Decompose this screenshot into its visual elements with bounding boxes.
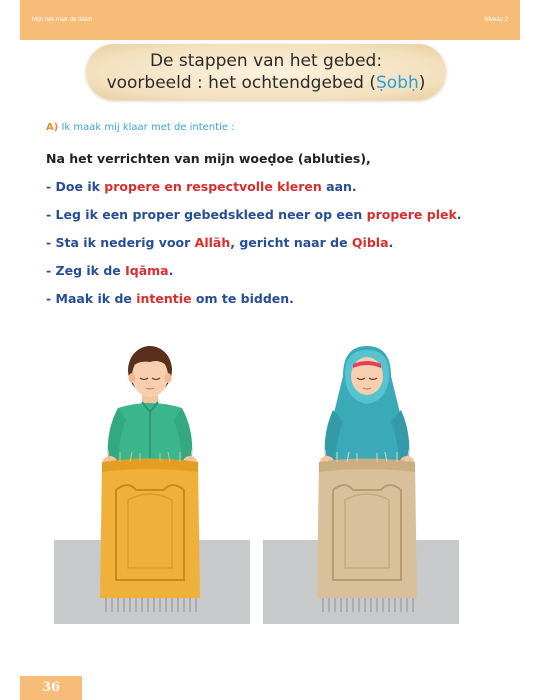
step-text: - Sta ik nederig voor (46, 235, 195, 250)
boy-holding-yellow-prayer-mat-icon (80, 340, 220, 620)
step-highlight: propere plek (366, 207, 457, 222)
level-label: Niveau 2 (484, 17, 508, 23)
title-banner (86, 44, 446, 100)
header-bar (20, 0, 520, 40)
page-subtitle (86, 72, 446, 94)
step-text: . (168, 263, 174, 278)
subtitle-accent: Ṣobḥ (376, 73, 419, 93)
step-text: . (388, 235, 394, 250)
step-highlight: intentie (136, 291, 192, 306)
step-line (46, 207, 462, 222)
step-line (46, 179, 357, 194)
step-text: - Maak ik de (46, 291, 137, 306)
step-highlight: Iqāma (125, 263, 169, 278)
step-highlight: propere en respectvolle kleren (104, 179, 322, 194)
page-number: 36 (41, 680, 61, 695)
step-text: - Doe ik (46, 179, 105, 194)
step-text: aan. (321, 179, 357, 194)
step-line (46, 291, 294, 306)
page-title: De stappen van het gebed: (149, 51, 383, 71)
step-text: . (456, 207, 462, 222)
step-highlight: Allāh (194, 235, 231, 250)
step-text: - Zeg ik de (46, 263, 126, 278)
step-text: - Leg ik een proper gebedskleed neer op een (46, 207, 367, 222)
subtitle-suffix: ) (418, 73, 426, 93)
intro-text: Na het verrichten van mijn woeḍoe (abluties), (46, 151, 371, 166)
page-number-box (20, 676, 82, 700)
step-line (46, 235, 393, 250)
girl-in-hijab-holding-beige-prayer-mat-icon (297, 340, 437, 620)
subtitle-prefix: voorbeeld : het ochtendgebed ( (106, 73, 377, 93)
step-text: , gericht naar de (230, 235, 352, 250)
book-title: Mijn reis naar de Islam (32, 17, 93, 23)
section-text: Ik maak mij klaar met de intentie : (58, 122, 235, 133)
step-text: om te bidden. (191, 291, 294, 306)
step-line (46, 263, 173, 278)
section-letter: A) (46, 122, 59, 133)
step-highlight: Qibla (351, 235, 389, 250)
section-heading (46, 122, 235, 133)
